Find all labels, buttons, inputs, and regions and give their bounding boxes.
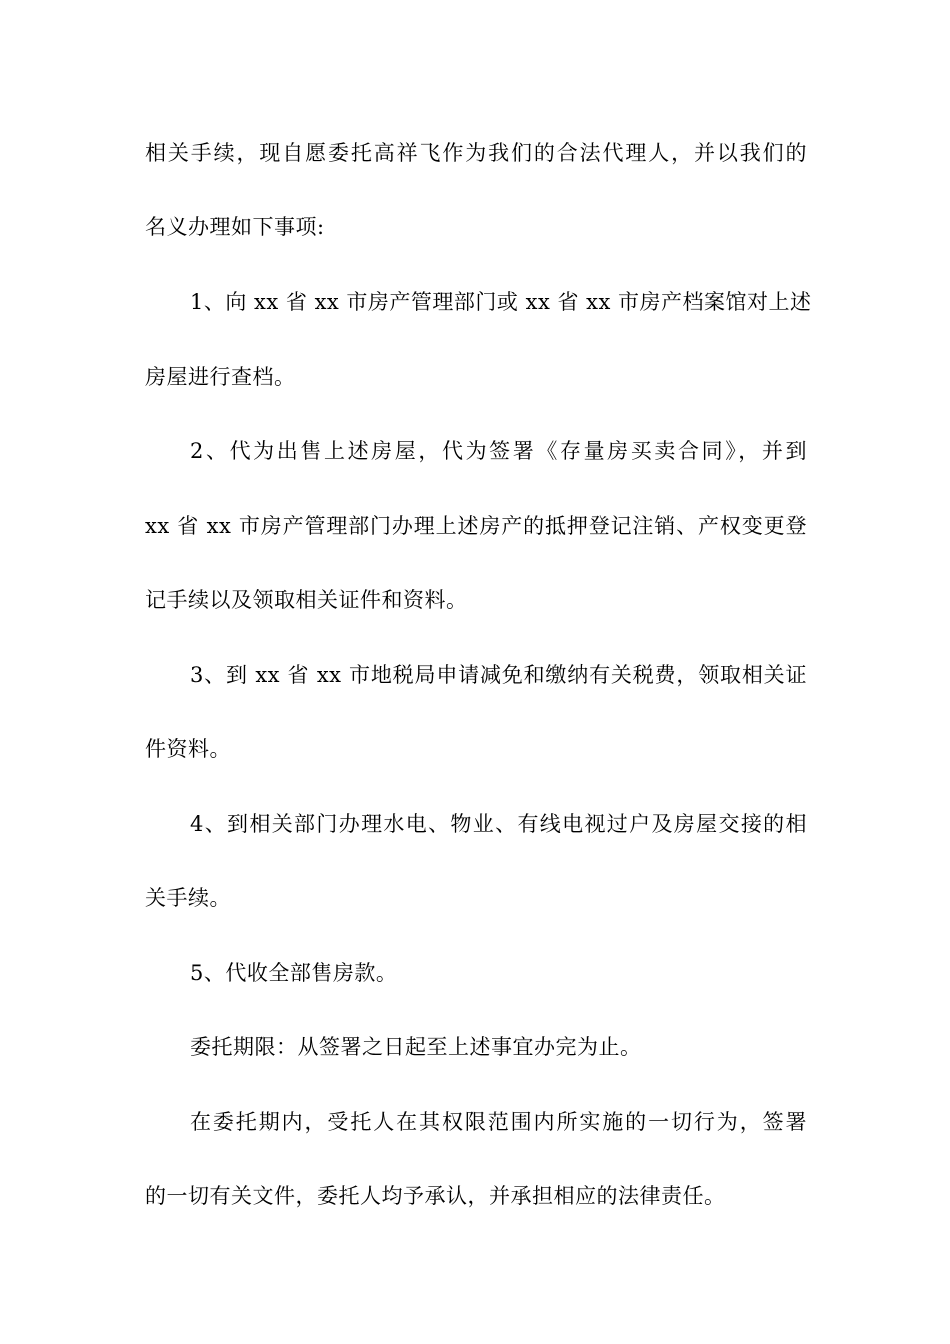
list-item-2-line: 记手续以及领取相关证件和资料。	[145, 588, 468, 612]
list-item-2-line: xx 省 xx 市房产管理部门办理上述房产的抵押登记注销、产权变更登	[145, 514, 807, 538]
list-item-5-line: 5、代收全部售房款。	[190, 961, 398, 985]
term-clause-line: 委托期限：从签署之日起至上述事宜办完为止。	[190, 1035, 642, 1059]
list-item-2-line: 2、代为出售上述房屋，代为签署《存量房买卖合同》，并到	[190, 439, 807, 463]
list-item-4-line: 4、到相关部门办理水电、物业、有线电视过户及房屋交接的相	[190, 812, 807, 836]
body-text-line: 名义办理如下事项:	[145, 215, 325, 239]
list-item-4-line: 关手续。	[145, 886, 231, 910]
responsibility-clause-line: 在委托期内，受托人在其权限范围内所实施的一切行为，签署	[190, 1110, 807, 1134]
body-text-line: 相关手续，现自愿委托高祥飞作为我们的合法代理人，并以我们的	[145, 141, 807, 165]
list-item-1-line: 1、向 xx 省 xx 市房产管理部门或 xx 省 xx 市房产档案馆对上述	[190, 290, 812, 314]
list-item-3-line: 件资料。	[145, 737, 231, 761]
list-item-1-line: 房屋进行查档。	[145, 365, 296, 389]
list-item-3-line: 3、到 xx 省 xx 市地税局申请减免和缴纳有关税费，领取相关证	[190, 663, 807, 687]
responsibility-clause-line: 的一切有关文件，委托人均予承认，并承担相应的法律责任。	[145, 1184, 726, 1208]
